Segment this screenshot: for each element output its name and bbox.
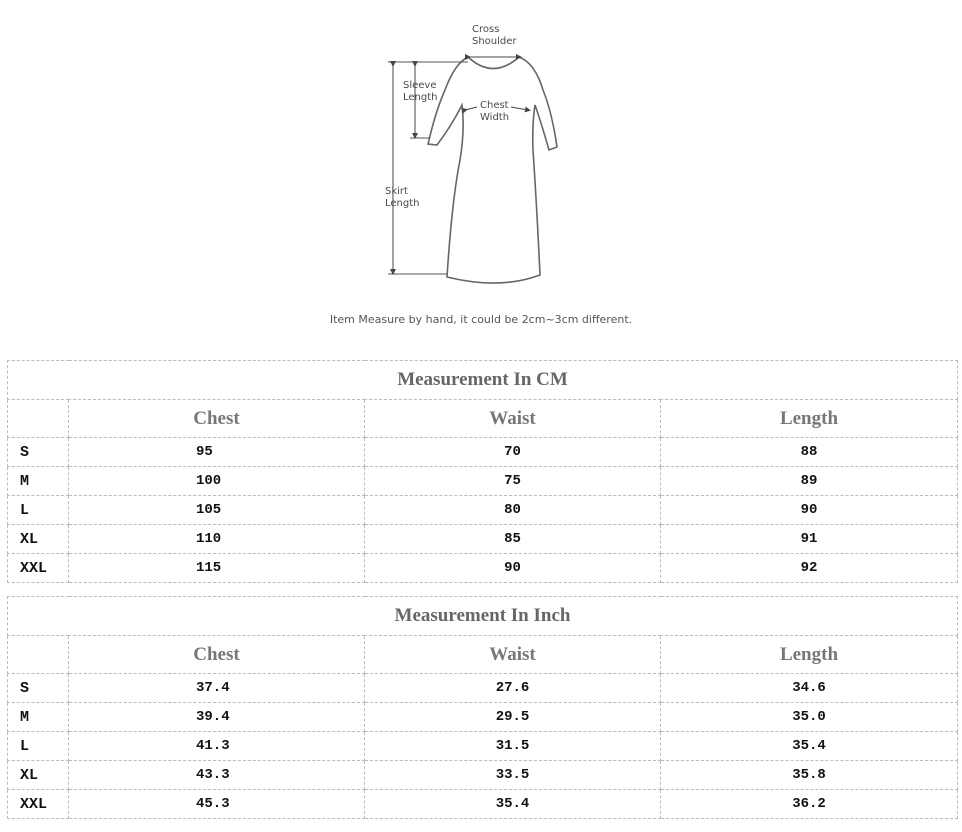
table-row bbox=[8, 496, 958, 525]
chest-cell: 115 bbox=[69, 554, 365, 583]
chest-cell: 39.4 bbox=[69, 703, 365, 732]
header-length: Length bbox=[661, 636, 958, 674]
waist-cell: 27.6 bbox=[365, 674, 661, 703]
length-cell: 35.4 bbox=[661, 732, 958, 761]
table-row bbox=[8, 703, 958, 732]
chest-cell: 105 bbox=[69, 496, 365, 525]
chest-cell: 37.4 bbox=[69, 674, 365, 703]
table-title: Measurement In Inch bbox=[8, 597, 958, 636]
length-cell: 34.6 bbox=[661, 674, 958, 703]
waist-cell: 85 bbox=[365, 525, 661, 554]
size-cell: L bbox=[8, 496, 69, 525]
skirt-length-label: Skirt Length bbox=[385, 186, 420, 209]
table-row bbox=[8, 467, 958, 496]
waist-cell: 70 bbox=[365, 438, 661, 467]
length-cell: 89 bbox=[661, 467, 958, 496]
length-cell: 90 bbox=[661, 496, 958, 525]
table-row bbox=[8, 438, 958, 467]
size-cell: XXL bbox=[8, 554, 69, 583]
size-cell: L bbox=[8, 732, 69, 761]
waist-cell: 33.5 bbox=[365, 761, 661, 790]
cross-shoulder-label: Cross Shoulder bbox=[472, 24, 517, 47]
size-cell: S bbox=[8, 674, 69, 703]
size-cell: XL bbox=[8, 525, 69, 554]
table-row bbox=[8, 525, 958, 554]
dress-measurement-diagram bbox=[0, 0, 962, 340]
table-row bbox=[8, 674, 958, 703]
length-cell: 91 bbox=[661, 525, 958, 554]
chest-cell: 100 bbox=[69, 467, 365, 496]
header-length: Length bbox=[661, 400, 958, 438]
size-cell: M bbox=[8, 467, 69, 496]
length-cell: 35.8 bbox=[661, 761, 958, 790]
chest-width-label: Chest Width bbox=[480, 100, 510, 123]
measure-note: Item Measure by hand, it could be 2cm~3cm different. bbox=[329, 313, 633, 326]
size-table-inch bbox=[7, 596, 958, 819]
table-title: Measurement In CM bbox=[8, 361, 958, 400]
header-waist: Waist bbox=[365, 400, 661, 438]
size-cell: M bbox=[8, 703, 69, 732]
waist-cell: 29.5 bbox=[365, 703, 661, 732]
waist-cell: 75 bbox=[365, 467, 661, 496]
waist-cell: 80 bbox=[365, 496, 661, 525]
header-chest: Chest bbox=[69, 636, 365, 674]
waist-cell: 90 bbox=[365, 554, 661, 583]
length-cell: 92 bbox=[661, 554, 958, 583]
header-chest: Chest bbox=[69, 400, 365, 438]
header-blank bbox=[8, 400, 69, 438]
size-table-cm bbox=[7, 360, 958, 583]
size-cell: XXL bbox=[8, 790, 69, 819]
chest-cell: 45.3 bbox=[69, 790, 365, 819]
table-row bbox=[8, 732, 958, 761]
length-cell: 88 bbox=[661, 438, 958, 467]
chest-cell: 110 bbox=[69, 525, 365, 554]
table-row bbox=[8, 554, 958, 583]
header-waist: Waist bbox=[365, 636, 661, 674]
chest-cell: 95 bbox=[69, 438, 365, 467]
waist-cell: 35.4 bbox=[365, 790, 661, 819]
table-row bbox=[8, 761, 958, 790]
size-cell: S bbox=[8, 438, 69, 467]
sleeve-length-label: Sleeve Length bbox=[403, 80, 438, 103]
length-cell: 36.2 bbox=[661, 790, 958, 819]
chest-cell: 41.3 bbox=[69, 732, 365, 761]
chest-cell: 43.3 bbox=[69, 761, 365, 790]
size-cell: XL bbox=[8, 761, 69, 790]
length-cell: 35.0 bbox=[661, 703, 958, 732]
header-blank bbox=[8, 636, 69, 674]
waist-cell: 31.5 bbox=[365, 732, 661, 761]
table-row bbox=[8, 790, 958, 819]
